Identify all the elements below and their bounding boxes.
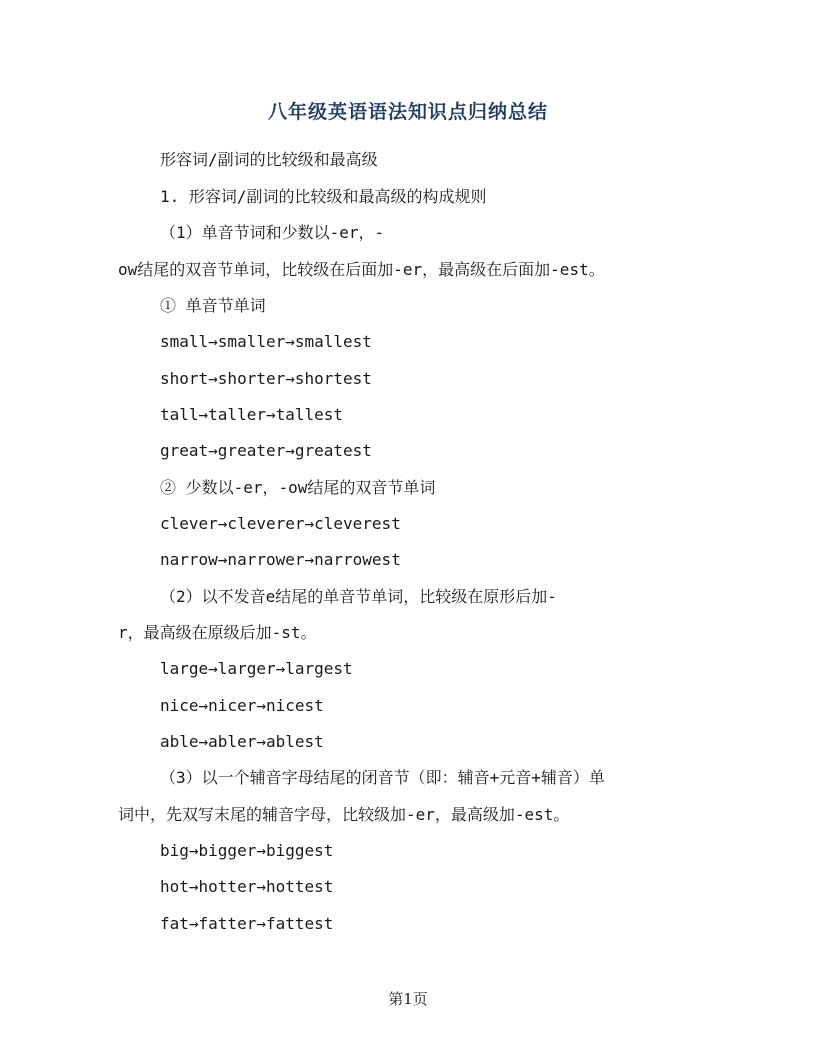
example-line: clever→cleverer→cleverest — [160, 514, 401, 533]
subheading-disyllable: ② 少数以-er，-ow结尾的双音节单词 — [160, 478, 436, 497]
document-title: 八年级英语语法知识点归纳总结 — [267, 101, 548, 123]
example-line: large→larger→largest — [160, 659, 353, 678]
example-line: nice→nicer→nicest — [160, 696, 324, 715]
example-line: great→greater→greatest — [160, 441, 372, 460]
rule-heading: 1. 形容词/副词的比较级和最高级的构成规则 — [160, 187, 487, 206]
example-line: short→shorter→shortest — [160, 369, 372, 388]
example-line: big→bigger→biggest — [160, 841, 334, 860]
rule-1-text-cont: ow结尾的双音节单词，比较级在后面加-er，最高级在后面加-est。 — [118, 260, 605, 279]
example-line: able→abler→ablest — [160, 732, 324, 751]
example-line: tall→taller→tallest — [160, 405, 344, 424]
example-line: small→smaller→smallest — [160, 332, 372, 351]
rule-3-text-cont: 词中，先双写末尾的辅音字母，比较级加-er，最高级加-est。 — [118, 805, 570, 824]
example-line: hot→hotter→hottest — [160, 877, 334, 896]
example-line: narrow→narrower→narrowest — [160, 550, 401, 569]
page-number: 第1页 — [388, 990, 428, 1008]
rule-3-text: （3）以一个辅音字母结尾的闭音节（即：辅音+元音+辅音）单 — [160, 768, 605, 787]
rule-2-text-cont: r，最高级在原级后加-st。 — [118, 623, 317, 642]
example-line: fat→fatter→fattest — [160, 914, 334, 933]
section-heading: 形容词/副词的比较级和最高级 — [160, 150, 378, 169]
subheading-monosyllable: ① 单音节单词 — [160, 296, 266, 315]
rule-1-text: （1）单音节词和少数以-er，- — [160, 223, 385, 242]
rule-2-text: （2）以不发音e结尾的单音节单词，比较级在原形后加- — [160, 587, 557, 606]
